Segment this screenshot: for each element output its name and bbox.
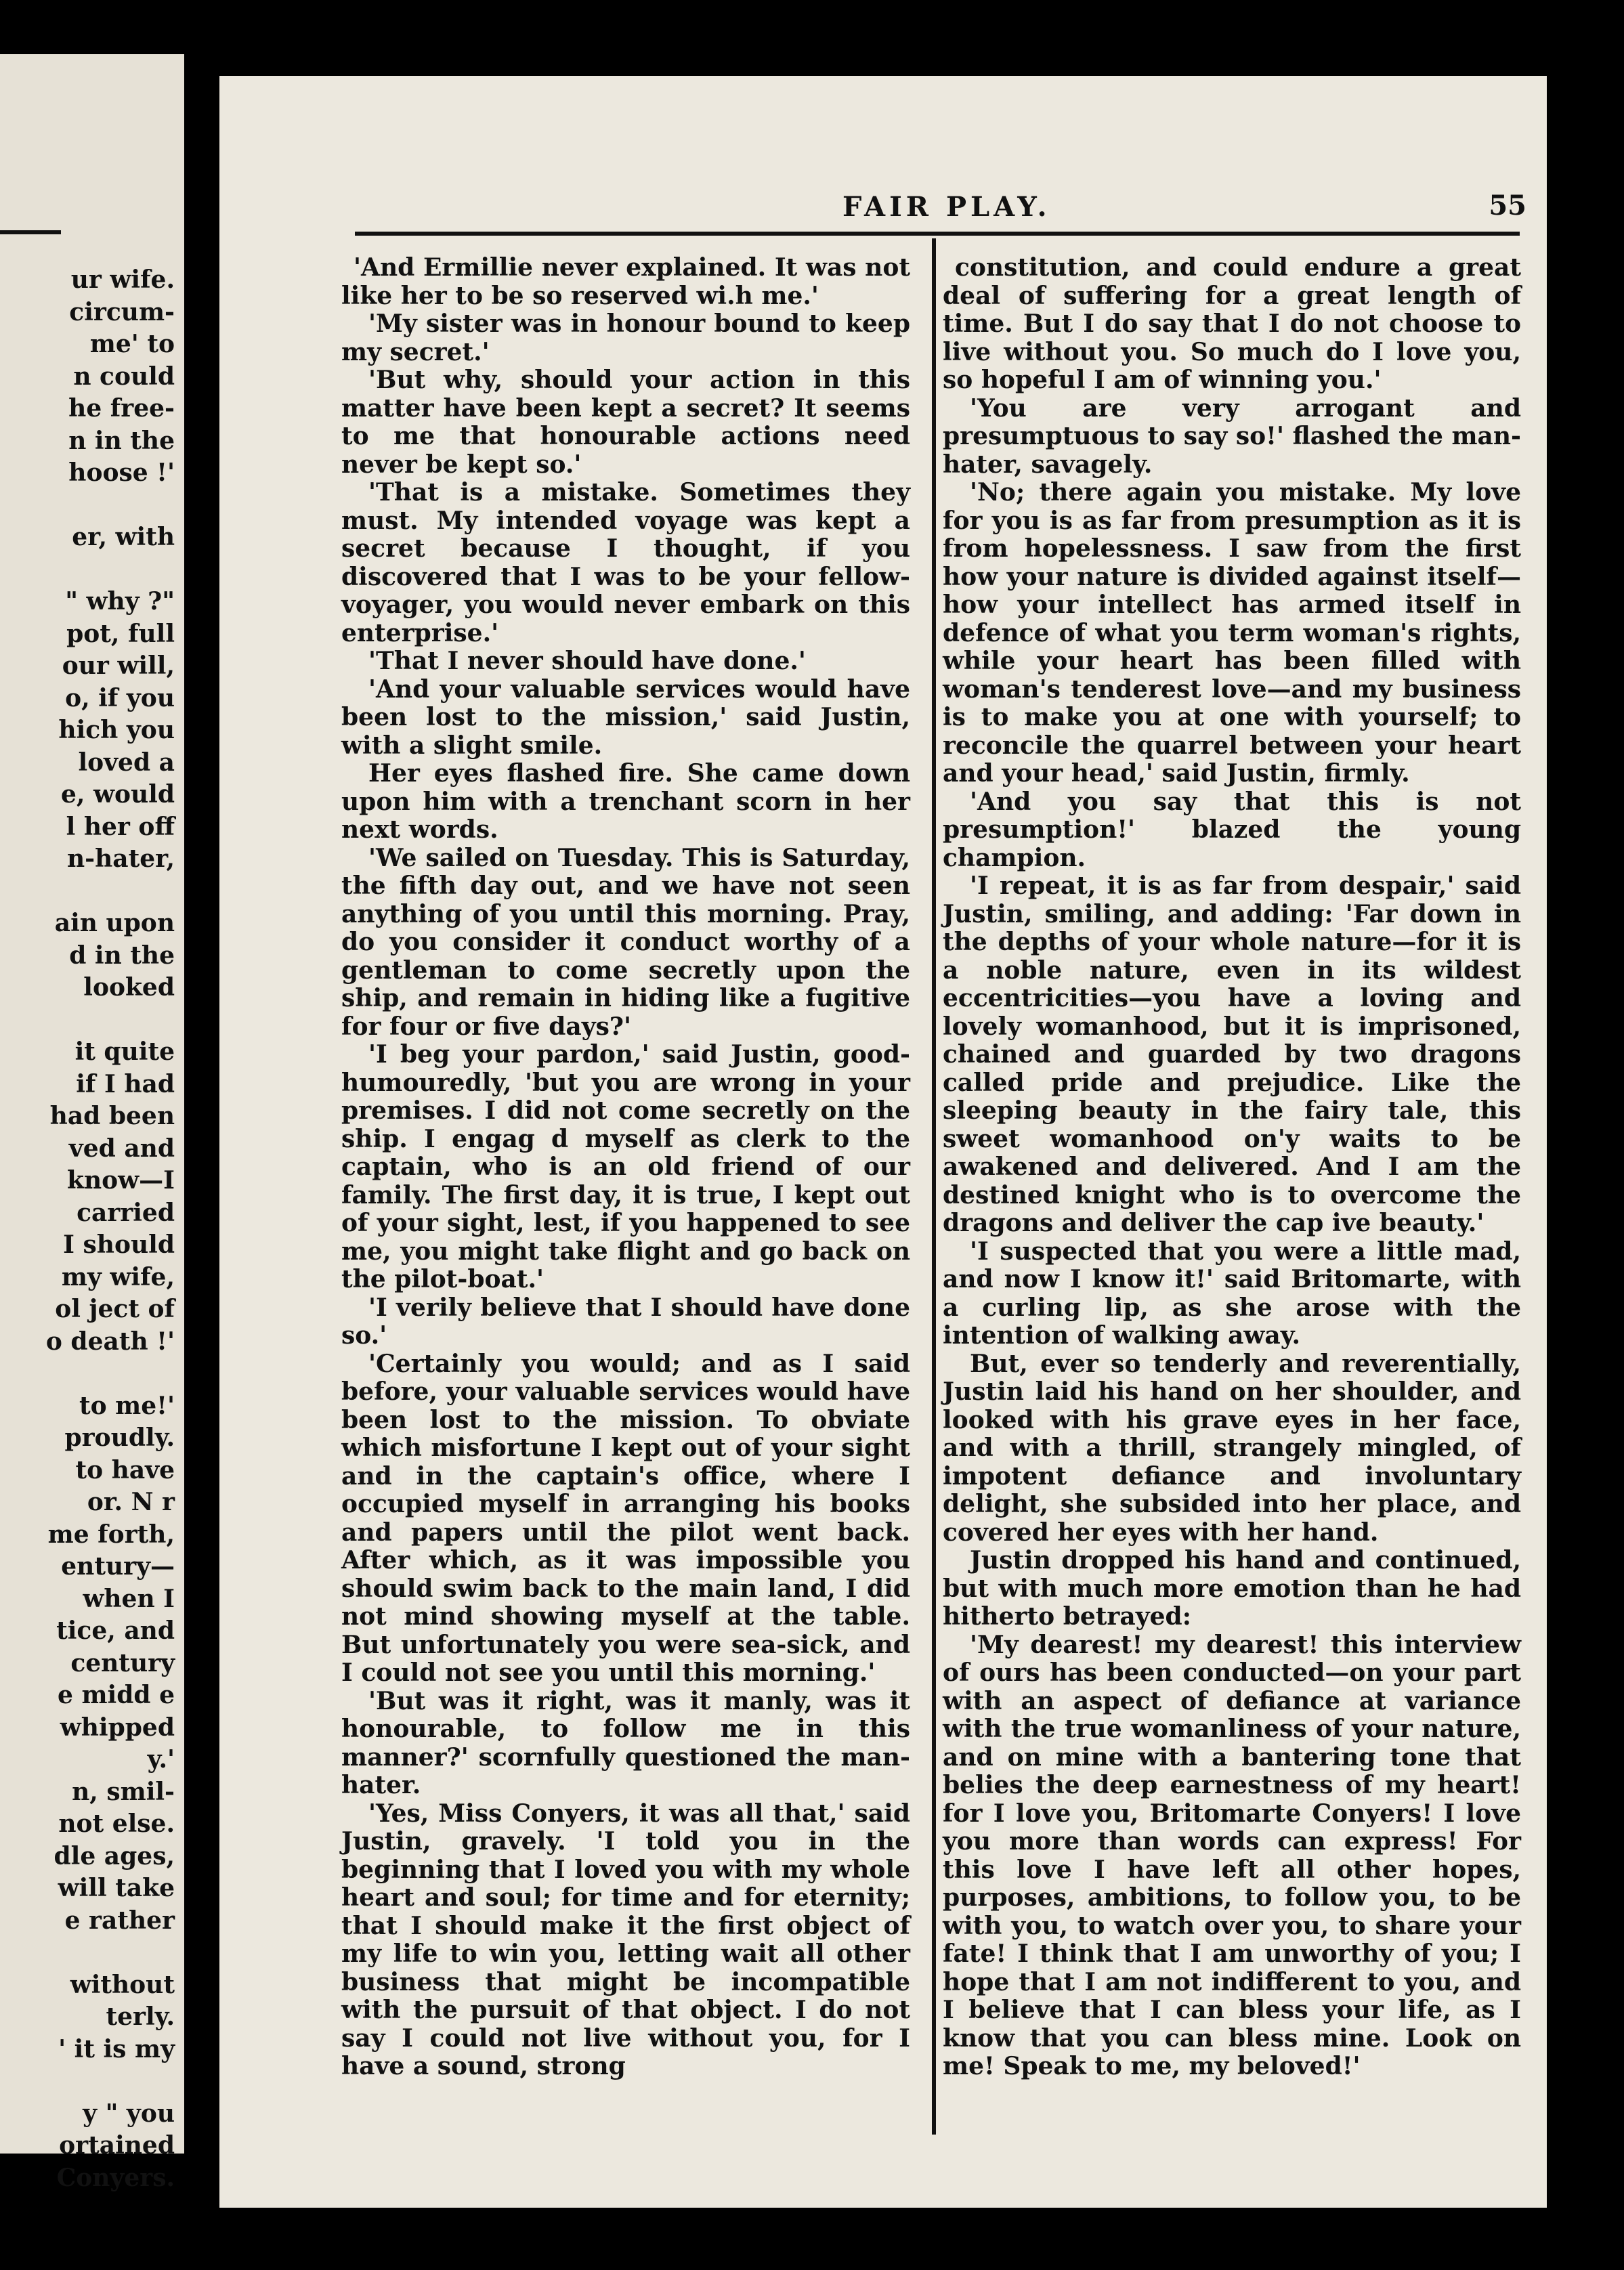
header-rule [355,232,1520,236]
fragment-line [5,2065,175,2098]
fragment-line: dle ages, [54,1841,175,1870]
paragraph: 'And you say that this is not presumption!' blazed the young champion. [943,787,1521,872]
fragment-line: it quite [74,1037,175,1066]
fragment-line: century [70,1648,175,1677]
paragraph: 'That is a mistake. Sometimes they must. My intended voyage was kept a secret because I thought, if you discovered that I was to be your fellow-voyager, you would never embark on this enterprise.' [341,478,910,647]
paragraph: 'But was it right, was it manly, was it honourable, to follow me in this manner?' scornfully questioned the man-hater. [341,1686,910,1799]
paragraph: 'That I never should have done.' [368,647,806,675]
newspaper-page [219,76,1547,2208]
fragment-line [5,1937,175,1969]
fragment-line: my wife, [61,1262,175,1291]
fragment-line: or. N r [87,1488,175,1516]
adjacent-page-rule [0,230,61,234]
fragment-line [5,490,175,522]
fragment-line [5,876,175,908]
adjacent-page-text [5,264,175,2194]
fragment-line: whipped [60,1713,175,1742]
paragraph: 'I verily believe that I should have done so.' [341,1293,910,1350]
fragment-line: y.' [147,1745,175,1774]
paragraph: 'And your valuable services would have been lost to the mission,' said Justin, with a slight smile. [341,674,910,760]
paragraph: 'No; there again you mistake. My love for you is as far from presumption as it is from hopelessness. I saw from the first how your nature is divided against itself—how your intellect has armed itself in defence of what you term woman's rights, while your heart has been filled with woman's tenderest love—and my business is to make you at one with yourself; to reconcile the quarrel between your heart and your head,' said Justin, firmly. [943,478,1521,788]
fragment-line: ur wife. [70,265,175,294]
paragraph: But, ever so tenderly and reverentially, Justin laid his hand on her shoulder, and looked with his grave eyes in her face, and with a thrill, strangely mingled, of impotent defiance and involuntary delight, she subsided into her place, and covered her eyes with her hand. [943,1349,1521,1547]
fragment-line: know—I [67,1166,175,1195]
paragraph: constitution, and could endure a great deal of suffering for a great length of time. But I do say that I do not choose to live without you. So much do I love you, so hopeful I am of winning you.' [943,253,1521,394]
fragment-line: hoose !' [68,458,175,487]
running-title: FAIR PLAY. [842,191,1051,223]
fragment-line: if I had [76,1069,175,1098]
fragment-line [5,554,175,586]
paragraph: 'We sailed on Tuesday. This is Saturday, the fifth day out, and we have not seen anything of you until this morning. Pray, do you consider it conduct worthy of a gentleman to come secretly upon the ship, and remain in hiding like a fugitive for four or five days?' [341,843,910,1041]
fragment-line: me' to [89,330,175,358]
fragment-line: ortained [59,2131,175,2160]
text-column-left [341,254,910,2081]
paragraph: 'I suspected that you were a little mad, and now I know it!' said Britomarte, with a curling lip, as she arose with the intention of walking away. [943,1237,1521,1350]
page-number: 55 [1489,190,1526,221]
fragment-line: proudly. [64,1423,175,1452]
fragment-line: had been [49,1102,175,1130]
fragment-line: tice, and [56,1616,175,1645]
paragraph: Justin dropped his hand and continued, but with much more emotion than he had hitherto betrayed: [943,1546,1521,1631]
fragment-line: l her off [66,812,175,841]
fragment-line: e, would [61,780,175,809]
text-column-right [943,254,1521,2081]
paragraph: 'Yes, Miss Conyers, it was all that,' said Justin, gravely. 'I told you in the beginning that I loved you with my whole heart and soul; for time and for eternity; that I should make it the first object of my life to win you, letting wait all other business that might be incompatible with the pursuit of that object. I do not say I could not live without you, for I have a sound, strong [341,1799,910,2080]
fragment-line: terly. [106,2003,175,2031]
paragraph: 'My dearest! my dearest! this interview of ours has been conducted—on your part with an aspect of defiance at variance with the true womanliness of your nature, and on mine with a bantering tone that belies the deep earnestness of my heart! for I love you, Britomarte Conyers! I love you more than words can express! For this love I have left all other hopes, purposes, ambitions, to follow you, to be with you, to watch over you, to share your fate! I think that I am unworthy of you; I hope that I am not indifferent to you, and I believe that I can bless your life, as I know that you can bless mine. Look on me! Speak to me, my beloved!' [943,1630,1521,2080]
fragment-line: hich you [58,716,175,744]
adjacent-page-fragment [0,54,184,2192]
fragment-line: ain upon [54,909,175,937]
fragment-line: me forth, [47,1520,175,1549]
fragment-line: entury— [61,1552,175,1581]
fragment-line: ved and [68,1134,175,1163]
paragraph: 'My sister was in honour bound to keep my secret.' [341,309,910,366]
fragment-line: carried [77,1198,175,1227]
fragment-line: will take [58,1874,175,1902]
fragment-line: looked [83,973,175,1002]
fragment-line: I should [63,1230,175,1259]
fragment-line: n, smil- [72,1777,175,1806]
page-gutter [184,0,219,2270]
fragment-line: o, if you [65,683,175,712]
fragment-line: e midd e [58,1681,175,1709]
fragment-line: o death !' [45,1327,175,1356]
fragment-line: er, with [72,523,175,551]
fragment-line: pot, full [66,619,175,648]
fragment-line: loved a [78,748,175,777]
fragment-line: without [70,1970,175,1999]
column-divider [932,238,936,2135]
paragraph: 'I beg your pardon,' said Justin, good-humouredly, 'but you are wrong in your premises. I did not come secretly on the ship. I engag d myself as clerk to the captain, who is an old friend of our family. The first day, it is true, I kept out of your sight, lest, if you happened to see me, you might take flight and go back on the pilot-boat.' [341,1040,910,1293]
fragment-line: when I [83,1584,175,1613]
fragment-line: to me!' [79,1391,175,1420]
fragment-line: our will, [62,651,175,680]
fragment-line [5,1004,175,1037]
fragment-line: n-hater, [66,844,175,873]
fragment-line: not else. [58,1809,175,1838]
fragment-line: to have [75,1455,175,1484]
fragment-line: e rather [64,1906,175,1935]
fragment-line: y " you [83,2099,175,2128]
fragment-line: n could [73,362,175,391]
fragment-line: " why ?" [65,587,175,616]
paragraph: 'And Ermillie never explained. It was not like her to be so reserved wi.h me.' [341,253,910,310]
page-header [219,191,1547,232]
fragment-line: circum- [69,297,175,326]
fragment-line: n in the [68,426,175,455]
paragraph: 'I repeat, it is as far from despair,' said Justin, smiling, and adding: 'Far down in the depths of your whole nature—for it is a noble nature, even in its wildest eccentricities—you have a loving and lovely womanhood, but it is imprisoned, chained and guarded by two dragons called pride and prejudice. Like the sleeping beauty in the fairy tale, this sweet womanhood on'y waits to be awakened and delivered. And I am the destined knight who is to overcome the dragons and deliver the cap ive beauty.' [943,872,1521,1237]
fragment-line: d in the [69,941,175,970]
fragment-line: ' it is my [58,2034,175,2063]
paragraph: 'But why, should your action in this matter have been kept a secret? It seems to me that honourable actions need never be kept so.' [341,366,910,479]
fragment-line: he free- [68,394,175,423]
fragment-line: ol ject of [55,1295,175,1323]
paragraph: 'Certainly you would; and as I said before, your valuable services would have been lost to the mission. To obviate which misfortune I kept out of your sight and in the captain's office, where I occupied myself in arranging his books and papers until the pilot went back. After which, as it was impossible you should swim back to the main land, I did not mind showing myself at the table. But unfortunately you were sea-sick, and I could not see you until this morning.' [341,1349,910,1687]
paragraph: 'You are very arrogant and presumptuous to say so!' flashed the man-hater, savagely. [943,393,1521,479]
fragment-line [5,1358,175,1390]
paragraph: Her eyes flashed fire. She came down upon him with a trenchant scorn in her next words. [341,759,910,844]
fragment-line: Conyers. [56,2163,175,2192]
